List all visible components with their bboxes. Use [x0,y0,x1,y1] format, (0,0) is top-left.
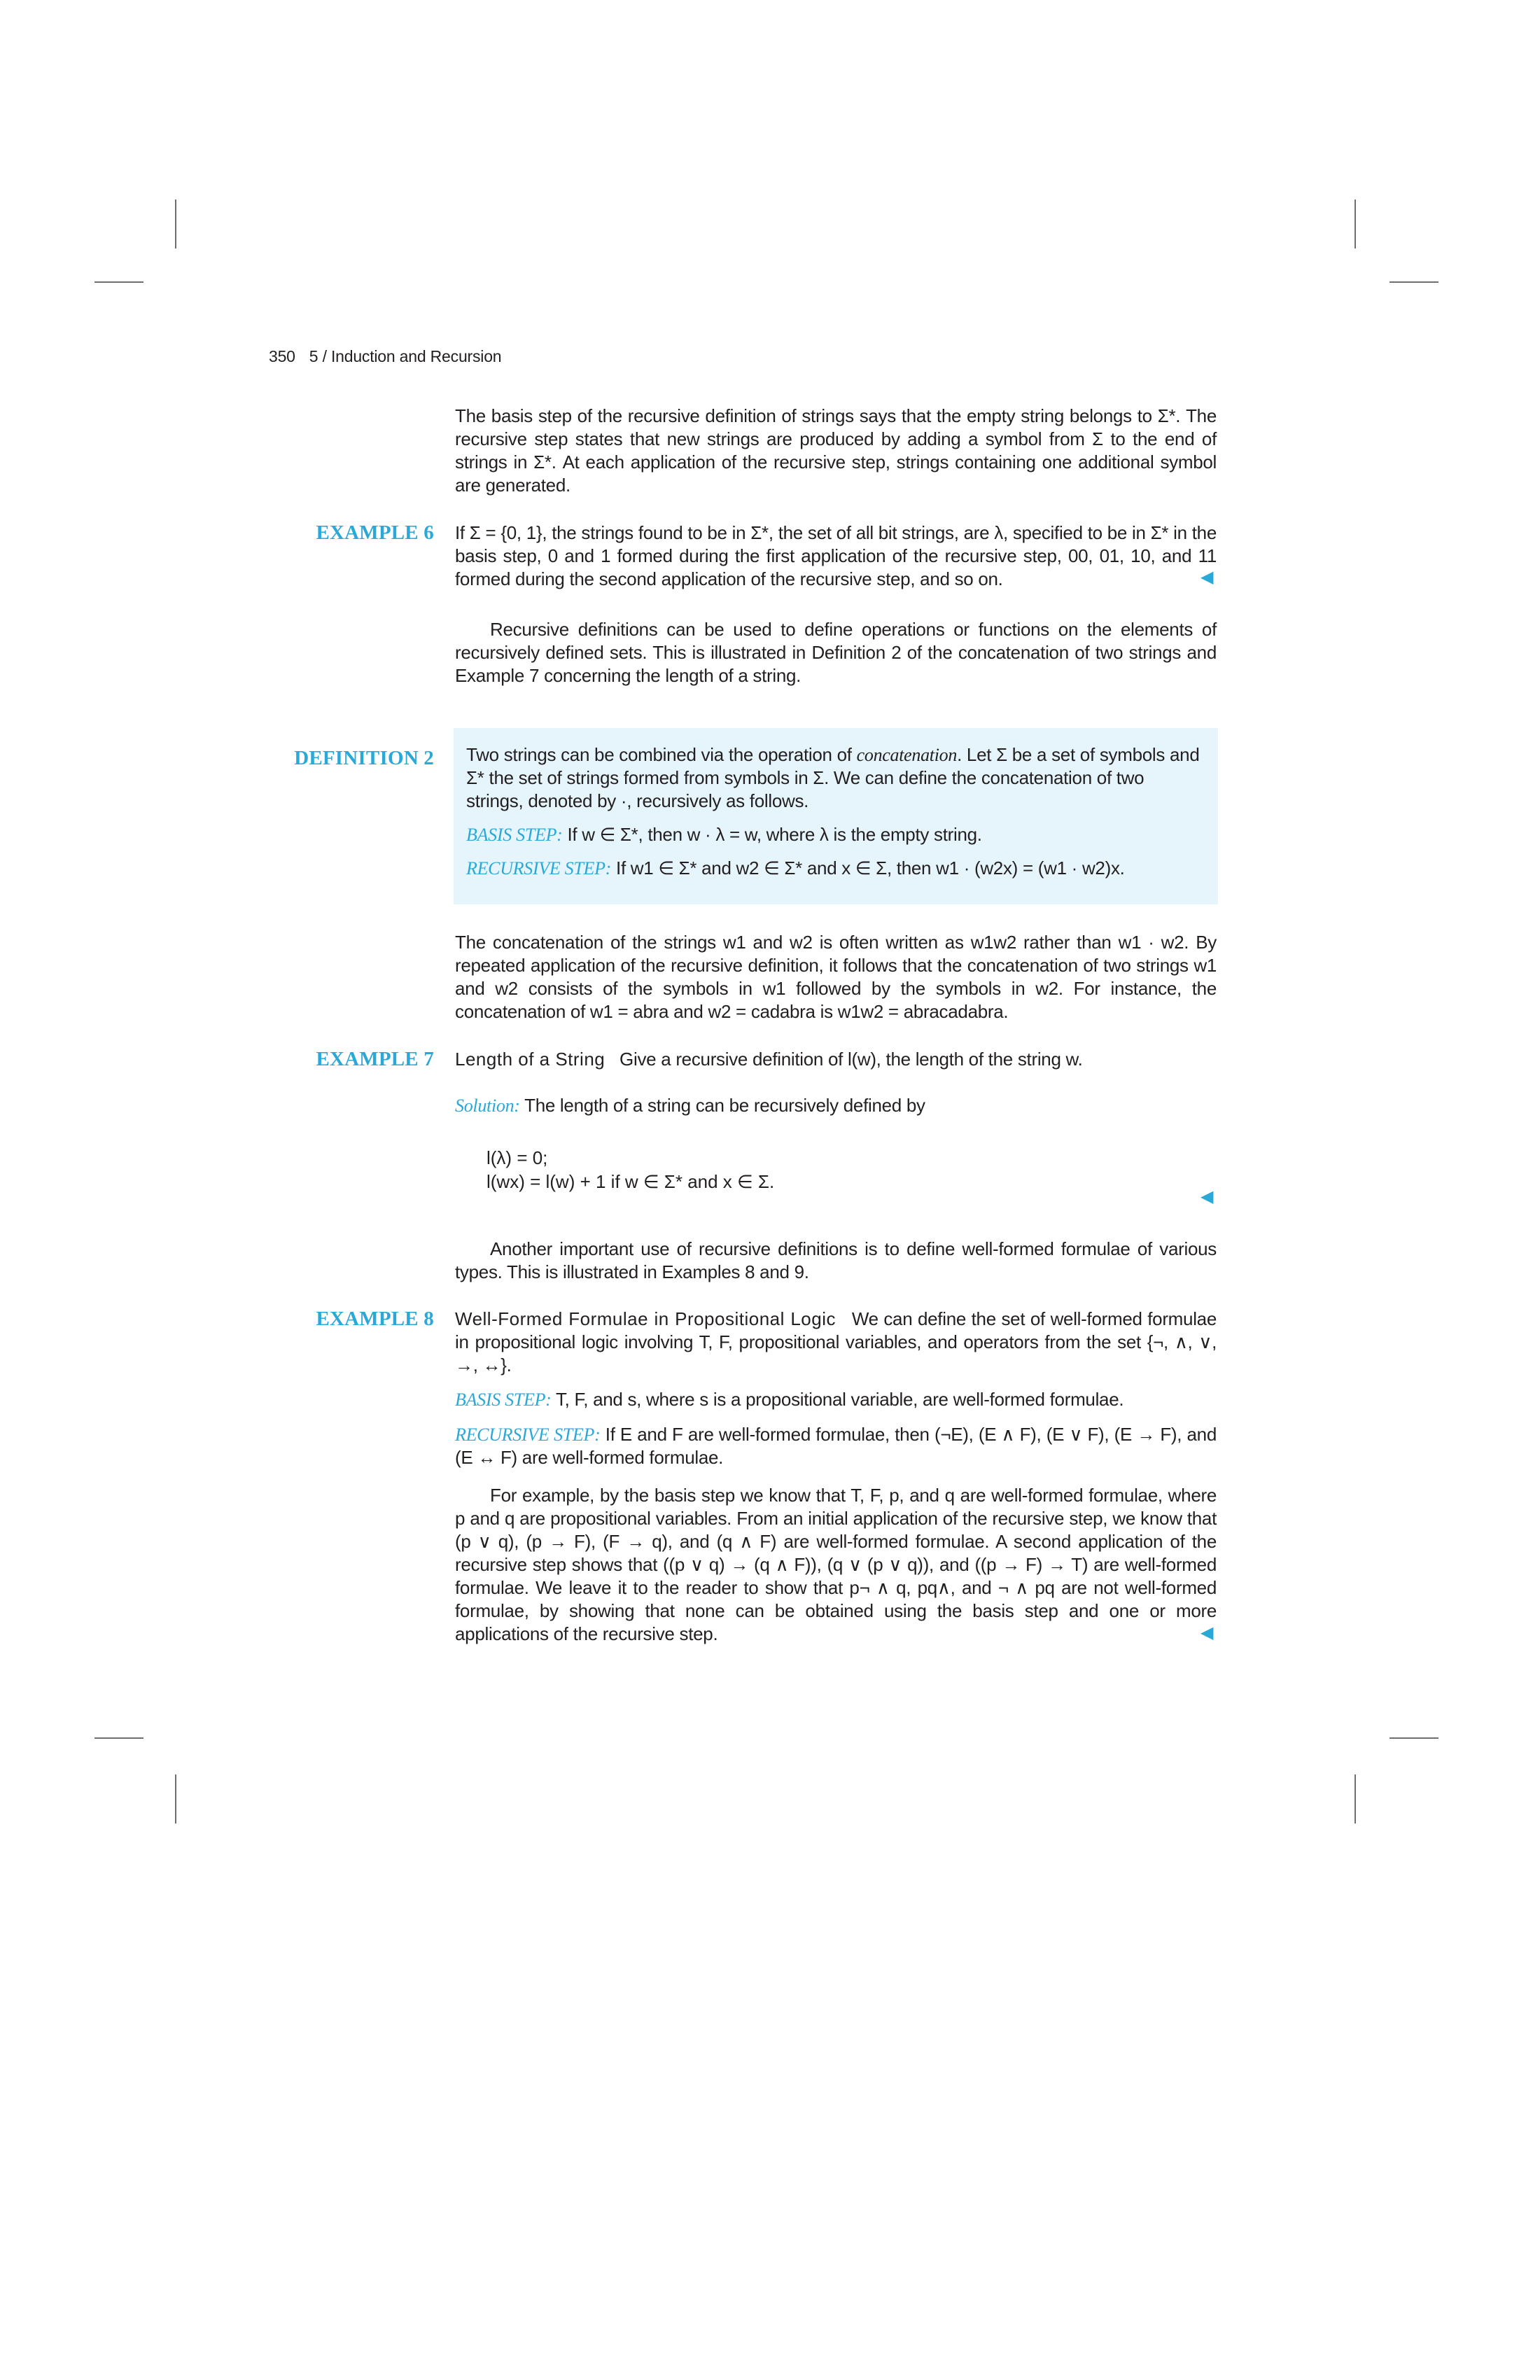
definition-2-intro: Two strings can be combined via the operation of concatenation. Let Σ be a set of symbols and Σ* the set of strings formed from symbols in Σ. We can define the concatenation of two strings, denoted by ·, recursively as follows. [466,744,1200,811]
crop-mark [1390,281,1438,283]
page-number: 350 [269,347,295,365]
example-8-title: Well-Formed Formulae in Propositional Logic [455,1308,836,1329]
crop-mark [1354,200,1356,248]
paragraph-well-formed: Another important use of recursive definitions is to define well-formed formulae of various types. This is illustrated in Examples 8 and 9. [455,1238,1217,1282]
crop-mark [1390,1737,1438,1739]
paragraph-concatenation: The concatenation of the strings w1 and w2 is often written as w1w2 rather than w1 · w2. By repeated application of the recursive definition, it follows that the concatenation of two strings w1 and w2 consists of the symbols in w1 followed by the symbols in w2. For instance, the concatenation of w1 = abra and w2 = cadabra is w1w2 = abracadabra. [455,932,1217,1022]
concatenation-term: concatenation [856,745,958,765]
chapter-title: 5 / Induction and Recursion [309,347,502,365]
basis-step-label: BASIS STEP: [455,1390,552,1410]
end-of-example-icon: ◀ [1200,1623,1214,1642]
example-6-label: EXAMPLE 6 [316,522,434,544]
crop-mark [94,281,144,283]
example-8-recursive: RECURSIVE STEP: If E and F are well-formed formulae, then (¬E), (E ∧ F), (E ∨ F), (E → F), and (E ↔ F) are well-formed formulae. [455,1424,1217,1468]
crop-mark [175,200,176,248]
example-7-solution: Solution: The length of a string can be recursively defined by [455,1095,925,1116]
example-8-paragraph: For example, by the basis step we know that T, F, p, and q are well-formed formulae, where p and q are propositional variables. From an initial application of the recursive step, we know that (p ∨ q), (p → F), (F → q), and (q ∧ F) are well-formed formulae. A second application of the recursive step shows that ((p ∨ q) → (q ∧ F)), (q ∨ (p ∨ q)), and ((p → F) → T) are well-formed formulae. We leave it to the reader to show that p¬ ∧ q, pq∧, and ¬ ∧ pq are not well-formed formulae, by showing that none can be obtained using the basis step and one or more applications of the recursive step. [455,1485,1217,1644]
intro-paragraph: The basis step of the recursive definition of strings says that the empty string belongs to Σ*. The recursive step states that new strings are produced by adding a symbol from Σ to the end of strings in Σ*. At each application of the recursive step, strings containing one additional symbol are generated. [455,405,1217,496]
crop-mark [175,1774,176,1823]
example-6-text: If Σ = {0, 1}, the strings found to be in Σ*, the set of all bit strings, are λ, specified to be in Σ* in the basis step, 0 and 1 formed during the first application of the recursive step, 00, 01, 10, and 11 formed during the second application of the recursive step, and so on. [455,522,1217,589]
end-of-example-icon: ◀ [1200,1187,1214,1206]
example-7-label: EXAMPLE 7 [316,1048,434,1070]
end-of-example-icon: ◀ [1200,568,1214,587]
example-7-title: Length of a String [455,1049,606,1070]
definition-box [454,728,1218,904]
solution-label: Solution: [455,1096,520,1116]
running-head [269,347,501,366]
length-equation-recursive: l(wx) = l(w) + 1 if w ∈ Σ* and x ∈ Σ. [486,1171,775,1192]
crop-mark [1354,1774,1356,1823]
definition-2-label: DEFINITION 2 [294,747,434,769]
recursive-step-label: RECURSIVE STEP: [466,858,612,878]
paragraph-recursive-definitions: Recursive definitions can be used to define operations or functions on the elements of recursively defined sets. This is illustrated in Definition 2 of the concatenation of two strings and Example 7 concerning the length of a string. [455,619,1217,686]
definition-2-recursive: RECURSIVE STEP: If w1 ∈ Σ* and w2 ∈ Σ* and x ∈ Σ, then w1 · (w2x) = (w1 · w2)x. [466,858,1125,878]
length-equation-basis: l(λ) = 0; [486,1147,548,1168]
definition-2-basis: BASIS STEP: If w ∈ Σ*, then w · λ = w, where λ is the empty string. [466,824,982,845]
recursive-step-label: RECURSIVE STEP: [455,1424,601,1445]
example-8-label: EXAMPLE 8 [316,1308,434,1330]
crop-mark [94,1737,144,1739]
example-7-text: Length of a String Give a recursive definition of l(w), the length of the string w. [455,1049,1083,1070]
example-8-basis: BASIS STEP: T, F, and s, where s is a propositional variable, are well-formed formulae. [455,1389,1124,1410]
basis-step-label: BASIS STEP: [466,825,563,845]
example-8-text: Well-Formed Formulae in Propositional Logic We can define the set of well-formed formulae in propositional logic involving T, F, propositional variables, and operators from the set {¬, ∧, ∨, →, ↔}. [455,1308,1217,1376]
